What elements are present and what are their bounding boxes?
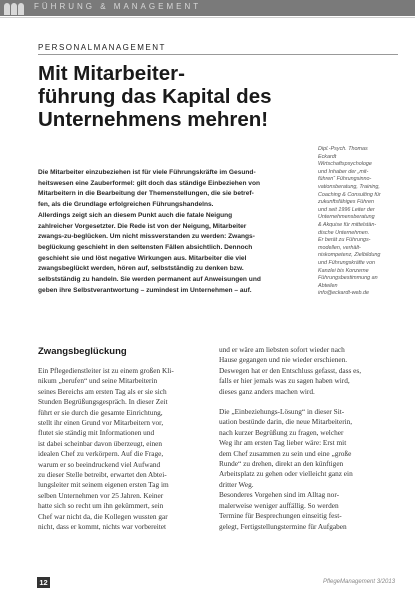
- headline-line: Mit Mitarbeiter-: [38, 62, 185, 85]
- body-line: nicht, dass er kommt, nichts war vorbereitet: [38, 522, 167, 532]
- body-line: gelegt, Fertigstellungstermine für Aufgaben: [219, 521, 347, 531]
- header-divider: [0, 17, 415, 18]
- headline-line: führung das Kapital des: [38, 85, 272, 108]
- author-note-line: zukunftsfähiges Führen: [318, 199, 375, 206]
- body-line: führt er sie durch die gesamte Einrichtung,: [38, 407, 163, 417]
- body-line: dritter Weg.: [219, 479, 254, 489]
- headline-line: Unternehmens mehren!: [38, 108, 269, 131]
- body-line: Chef war nicht da, die Kollegen wussten gar: [38, 511, 168, 521]
- body-line: zu dieser Stelle betreibt, erwartet den Abtei-: [38, 470, 167, 480]
- body-line: hatte sich so recht um ihn gekümmert, sein: [38, 501, 164, 511]
- page-number: 12: [37, 577, 50, 588]
- lead-line: zahlreicher Vorgesetzter. Die Rede ist von der Neigung, Mitarbeiter: [38, 222, 247, 230]
- body-column-left: [38, 366, 214, 533]
- body-line: Stunden Begrüßungsgespräch. In dieser Zeit: [38, 397, 168, 407]
- author-note-line: führen“ Führungsinno-: [318, 176, 372, 183]
- body-line: Runde“ zu drehen, direkt an den künftigen: [219, 459, 344, 469]
- body-line: Weg ihr am ersten Tag lieber wäre: Erst mit: [219, 438, 347, 448]
- body-line: Ein Pflegedienstleiter ist zu einem großen Kli-: [38, 366, 174, 375]
- body-line: uation bestünde darin, die neue Mitarbeiterin,: [219, 417, 353, 427]
- lead-paragraph: [38, 168, 300, 296]
- header-section-title: FÜHRUNG & MANAGEMENT: [34, 2, 202, 11]
- body-line: dem Chef zusammen zu sein und eine „große: [219, 448, 352, 458]
- author-note: [318, 146, 408, 298]
- body-line: Termine für Besprechungen einseitig fest-: [219, 511, 342, 521]
- lead-line: Mitarbeitern in die Bearbeitung der Themenstellungen, die sie betref-: [38, 190, 254, 198]
- lead-line: Die Mitarbeiter einzubeziehen ist für viele Führungskräfte im Gesund-: [38, 169, 256, 176]
- subheading: Zwangsbeglückung: [38, 346, 127, 357]
- author-note-line: & Akquise für mittelstän-: [318, 221, 377, 228]
- body-line: ist dabei scheinbar davon überzeugt, einen: [38, 438, 163, 448]
- body-line: Deswegen hat er den Entschluss gefasst, dass es,: [219, 365, 362, 375]
- author-note-line: und seit 1996 Leiter der: [318, 206, 375, 213]
- author-note-line: Kanzlei bis Konzerne: [318, 267, 369, 274]
- header-bar: [0, 0, 415, 16]
- author-note-line: und Inhaber der „mit-: [318, 168, 369, 175]
- lead-line: zwangsbeglückt werden, hören auf, selbstständig zu denken bzw.: [38, 265, 244, 273]
- lead-line: geschieht sie und löst negative Wirkungen aus. Mitarbeiter die viel: [38, 254, 247, 262]
- author-note-line: vationsberatung, Training,: [318, 183, 380, 190]
- magazine-footer: PflegeManagement 3/2013: [323, 579, 396, 585]
- lead-line: heitswesen eine Zauberformel: gilt doch das ständige Einbeziehen von: [38, 179, 261, 187]
- paragraph-gap: [219, 397, 395, 407]
- lead-line: selbstständig zu handeln. Sie werden permanent auf Anweisungen und: [38, 276, 261, 284]
- body-line: stellt ihr einen Grund vor Mitarbeitern vor,: [38, 418, 164, 428]
- body-line: und er wäre am liebsten sofort wieder nach: [219, 345, 345, 354]
- body-line: lungsleiter mit seinem eigenen ersten Tag im: [38, 480, 169, 490]
- author-note-line: und Führungskräfte von: [318, 259, 375, 266]
- author-note-line: Führungsbestimmung an: [318, 275, 378, 282]
- body-column-right: [219, 345, 395, 532]
- category-label: PERSONALMANAGEMENT: [38, 43, 398, 55]
- author-note-line: Abteilen: [318, 282, 338, 289]
- people-logo-icon: [4, 1, 26, 15]
- body-line: dieses ganz anders machen wird.: [219, 386, 315, 396]
- lead-line: beglückung geschieht in den seltensten Fällen absichtlich. Dennoch: [38, 243, 253, 251]
- author-note-line: Unternehmensberatung: [318, 214, 375, 221]
- body-line: selben Unternehmen vor 25 Jahren. Keiner: [38, 490, 164, 500]
- body-line: warum er so beeindruckend viel Aufwand: [38, 459, 161, 469]
- lead-line: geben ihre Selbstverantwortung – zumindest im Unternehmen – auf.: [38, 286, 252, 294]
- body-line: Arbeitsplatz zu gehen oder vielleicht ganz ein: [219, 469, 353, 479]
- lead-line: zwangs-zu-beglücken. Um nicht missverstanden zu werden: Zwangs-: [38, 233, 255, 241]
- author-note-line: dische Unternehmen.: [318, 229, 370, 236]
- body-line: Besonderes Vorgehen sind im Alltag nor-: [219, 490, 340, 500]
- body-line: seines Bereichs am ersten Tag als er sie sich: [38, 386, 167, 396]
- body-line: Hause gegangen und nie wieder erschienen.: [219, 355, 348, 365]
- body-line: nach kurzer Begrüßung zu fragen, welcher: [219, 427, 344, 437]
- body-line: nikum „berufen“ und seine Mitarbeiterin: [38, 376, 158, 386]
- author-note-line: Wirtschaftspsychologe: [318, 161, 372, 168]
- author-note-line: Dipl.-Psych. Thomas: [318, 146, 368, 152]
- author-note-line: Eckardt: [318, 153, 337, 160]
- body-line: malerweise weniger auffällig. So werden: [219, 500, 339, 510]
- author-note-line: niskompetenz, Zielbildung: [318, 252, 381, 259]
- author-note-line: Er berät zu Führungs-: [318, 237, 371, 244]
- body-line: idealen Chef zu verkörpern. Auf die Frage,: [38, 449, 164, 459]
- body-line: flutet sie ständig mit Informationen und: [38, 428, 155, 438]
- author-note-line: modellen, verhält-: [318, 244, 361, 251]
- body-line: falls er hier jemals was zu sagen haben wird,: [219, 376, 350, 386]
- lead-line: Allerdings zeigt sich an diesem Punkt auch die fatale Neigung: [38, 211, 233, 219]
- author-note-line: Coaching & Consulting für: [318, 191, 381, 198]
- headline: [38, 62, 338, 131]
- author-email[interactable]: info@eckardt-web.de: [318, 290, 370, 297]
- lead-line: fen, als die Grundlage erfolgreichen Führungshandelns.: [38, 201, 214, 209]
- body-line: Die „Einbeziehungs-Lösung“ in dieser Sit-: [219, 407, 345, 417]
